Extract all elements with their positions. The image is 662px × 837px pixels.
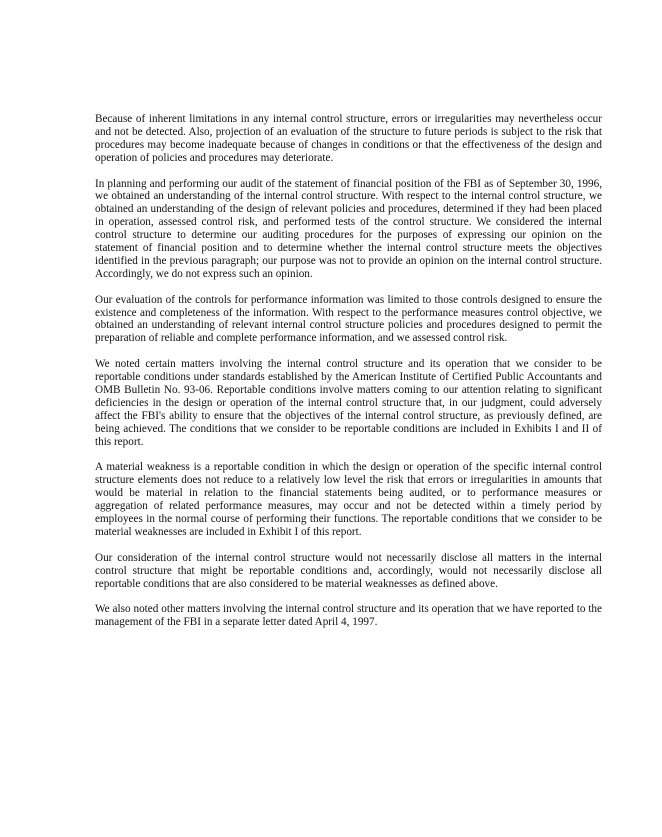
paragraph-disclosure-limits: Our consideration of the internal control structure would not necessarily disclose all matters in the internal control structure that might be reportable conditions and, accordingly, would not necessarily disclose all reportable conditions that are also considered to be material weaknesses as defined above. <box>95 551 602 590</box>
paragraph-limitations: Because of inherent limitations in any internal control structure, errors or irregularities may nevertheless occur and not be detected. Also, projection of an evaluation of the structure to future periods is subject to the risk that procedures may become inadequate because of changes in conditions or that the effectiveness of the design and operation of policies and procedures may deteriorate. <box>95 113 602 164</box>
paragraph-other-matters: We also noted other matters involving the internal control structure and its operation that we have reported to the management of the FBI in a separate letter dated April 4, 1997. <box>95 603 602 629</box>
paragraph-reportable-conditions: We noted certain matters involving the internal control structure and its operation that we consider to be reportable conditions under standards established by the American Institute of Certified Public Accountants and OMB Bulletin No. 93-06. Reportable conditions involve matters coming to our attention relating to significant deficiencies in the design or operation of the internal control structure that, in our judgment, could adversely affect the FBI's ability to ensure that the objectives of the internal control structure, as previously defined, are being achieved. The conditions that we consider to be reportable conditions are included in Exhibits I and II of this report. <box>95 358 602 448</box>
paragraph-performance-controls: Our evaluation of the controls for performance information was limited to those controls designed to ensure the existence and completeness of the information. With respect to the performance measures control objective, we obtained an understanding of relevant internal control structure policies and procedures designed to permit the preparation of reliable and complete performance information, and we assessed control risk. <box>95 293 602 345</box>
document-body <box>95 113 602 642</box>
paragraph-planning-audit: In planning and performing our audit of the statement of financial position of the FBI as of September 30, 1996, we obtained an understanding of the internal control structure. With respect to the internal control structure, we obtained an understanding of the design of relevant policies and procedures, determined if they had been placed in operation, assessed control risk, and performed tests of the control structure. We considered the internal control structure to determine our auditing procedures for the purposes of expressing our opinion on the statement of financial position and to determine whether the internal control structure meets the objectives identified in the previous paragraph; our purpose was not to provide an opinion on the internal control structure. Accordingly, we do not express such an opinion. <box>95 177 602 280</box>
paragraph-material-weakness: A material weakness is a reportable condition in which the design or operation of the specific internal control structure elements does not reduce to a relatively low level the risk that errors or irregularities in amounts that would be material in relation to the financial statements being audited, or to performance measures or aggregation of related performance measures, may occur and not be detected within a timely period by employees in the normal course of performing their functions. The reportable conditions that we consider to be material weaknesses are included in Exhibit I of this report. <box>95 461 602 538</box>
